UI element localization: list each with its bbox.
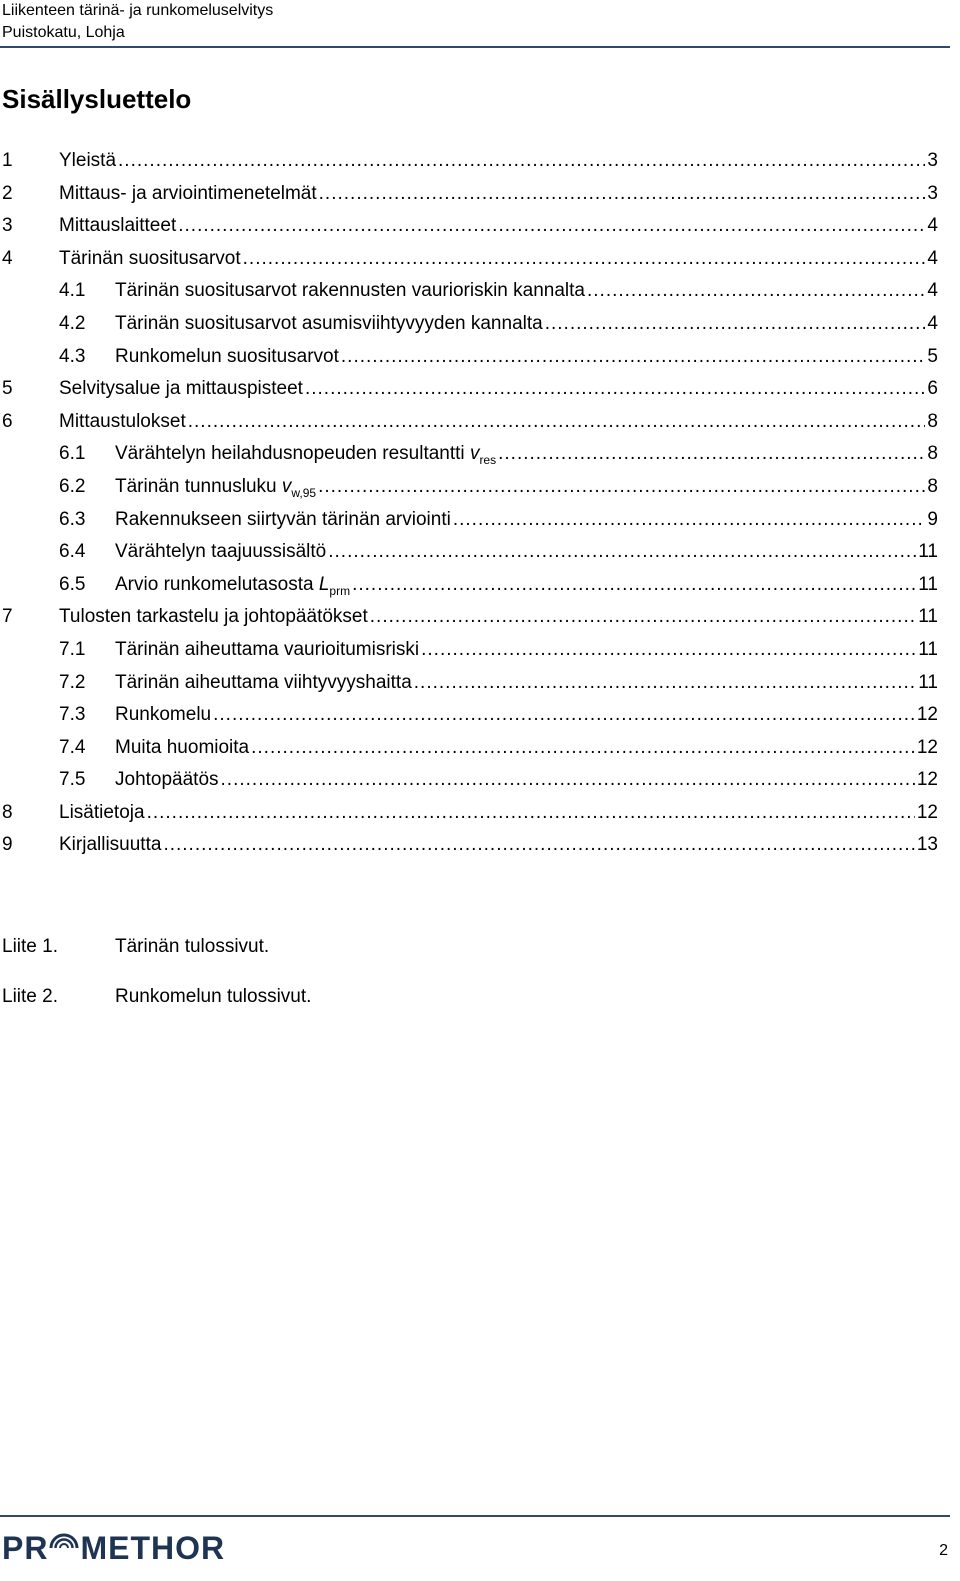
toc-entry-label-text: Kirjallisuutta — [59, 834, 162, 856]
toc-entry-page: 11 — [918, 671, 938, 693]
toc-entry-page: 8 — [927, 443, 938, 465]
toc-entry[interactable] — [2, 183, 938, 216]
toc-entry[interactable] — [2, 215, 938, 248]
toc-entry-subscript: w,95 — [291, 485, 317, 500]
toc-entry[interactable] — [2, 443, 938, 476]
toc-entry-label — [115, 639, 419, 661]
toc-entry[interactable] — [2, 606, 938, 639]
toc-entry[interactable] — [2, 378, 938, 411]
toc-entry-number: 6 — [2, 410, 13, 432]
toc-entry-number: 5 — [2, 378, 13, 400]
toc-dot-leader — [251, 737, 915, 759]
toc-entry-number: 6.1 — [59, 443, 86, 465]
toc-entry-label-text: Tärinän suositusarvot — [59, 247, 241, 269]
toc-entry-label — [115, 443, 496, 467]
toc-entry-page: 3 — [927, 182, 938, 204]
toc-entry-label-text: Mittaustulokset — [59, 410, 186, 432]
toc-entry-label-text: Tärinän suositusarvot asumisviihtyvyyden kannalta — [115, 312, 543, 334]
toc-entry[interactable] — [2, 411, 938, 444]
toc-entry-page: 13 — [916, 834, 938, 856]
toc-dot-leader — [421, 639, 916, 661]
toc-entry-subscript: res — [479, 453, 497, 468]
toc-entry[interactable] — [2, 313, 938, 346]
toc-entry-page: 5 — [927, 345, 938, 367]
toc-entry-label-text: Tärinän aiheuttama vaurioitumisriski — [115, 638, 420, 660]
toc-entry[interactable] — [2, 476, 938, 509]
toc-entry-label — [115, 704, 211, 726]
toc-dot-leader — [370, 606, 917, 628]
toc-dot-leader — [328, 541, 916, 563]
toc-dot-leader — [587, 280, 925, 302]
toc-entry-page: 8 — [927, 410, 938, 432]
toc-dot-leader — [341, 346, 926, 368]
toc-entry-number: 7.1 — [59, 638, 86, 660]
appendix-item-2[interactable] — [2, 986, 902, 1008]
toc-entry-label-text: Johtopäätös — [115, 769, 219, 791]
toc-dot-leader — [319, 183, 926, 205]
toc-entry[interactable] — [2, 541, 938, 574]
toc-dot-leader — [318, 476, 925, 498]
toc-dot-leader — [178, 215, 925, 237]
toc-entry-label-text: Tärinän tunnusluku — [115, 475, 282, 497]
toc-entry-number: 7.4 — [59, 736, 86, 758]
toc-entry-label — [59, 150, 116, 172]
footer-divider — [0, 1515, 950, 1517]
toc-entry-label — [115, 509, 451, 531]
toc-entry-page: 11 — [918, 638, 938, 660]
toc-entry-label — [115, 476, 316, 500]
toc-entry-page: 12 — [916, 736, 938, 758]
toc-entry-number: 2 — [2, 182, 13, 204]
toc-dot-leader — [498, 443, 925, 465]
toc-entry-label — [115, 541, 326, 563]
toc-dot-leader — [147, 802, 915, 824]
toc-entry-label — [115, 313, 543, 335]
toc-entry-label-text: Lisätietoja — [59, 801, 145, 823]
toc-entry[interactable] — [2, 737, 938, 770]
toc-entry-label — [59, 834, 161, 856]
toc-dot-leader — [163, 834, 914, 856]
toc-entry-page: 12 — [916, 801, 938, 823]
toc-entry-label — [59, 378, 303, 400]
toc-entry[interactable] — [2, 150, 938, 183]
toc-entry-label — [59, 411, 186, 433]
toc-entry[interactable] — [2, 672, 938, 705]
toc-dot-leader — [352, 574, 916, 596]
toc-entry-number: 6.4 — [59, 541, 86, 563]
header-divider — [0, 46, 950, 48]
toc-entry-label-text: Runkomelun suositusarvot — [115, 345, 339, 367]
toc-entry-label — [115, 280, 585, 302]
toc-dot-leader — [414, 672, 917, 694]
toc-title: Sisällysluettelo — [2, 84, 192, 114]
toc-entry-label-text: Mittaus- ja arviointimenetelmät — [59, 182, 317, 204]
toc-entry[interactable] — [2, 248, 938, 281]
toc-entry-number: 4.1 — [59, 280, 86, 302]
toc-entry-label-text: Mittauslaitteet — [59, 215, 177, 237]
toc-entry-number: 8 — [2, 801, 13, 823]
toc-entry-label — [59, 183, 317, 205]
toc-entry-label-text: Yleistä — [59, 150, 117, 171]
toc-entry-number: 9 — [2, 834, 13, 856]
toc-entry-page: 4 — [927, 312, 938, 334]
toc-entry-page: 3 — [927, 150, 938, 171]
toc-dot-leader — [545, 313, 926, 335]
toc-entry-page: 6 — [927, 378, 938, 400]
toc-entry-label — [59, 606, 368, 628]
toc-entry-label-text: Rakennukseen siirtyvän tärinän arviointi — [115, 508, 451, 530]
toc-entry[interactable] — [2, 704, 938, 737]
toc-entry-number: 4.3 — [59, 345, 86, 367]
toc-entry-label-text: Muita huomioita — [115, 736, 250, 758]
toc-entry[interactable] — [2, 639, 938, 672]
toc-entry-page: 9 — [927, 508, 938, 530]
toc-entry-number: 1 — [2, 150, 13, 171]
toc-entry-label — [115, 672, 412, 694]
toc-dot-leader — [453, 509, 926, 531]
toc-entry-number: 7.5 — [59, 769, 86, 791]
toc-entry-label — [59, 215, 176, 237]
toc-entry[interactable] — [2, 346, 938, 379]
toc-entry-label — [59, 802, 145, 824]
toc-entry-number: 7.3 — [59, 704, 86, 726]
toc-entry-page: 11 — [918, 606, 938, 628]
toc-entry[interactable] — [2, 769, 938, 802]
logo-text-left: PR — [2, 1529, 49, 1566]
toc-entry-label-text: Tärinän suositusarvot rakennusten vaurioriskin kannalta — [115, 280, 585, 302]
toc-dot-leader — [188, 411, 926, 433]
toc-entry-number: 7.2 — [59, 671, 86, 693]
toc-entry-label-text: Tärinän aiheuttama viihtyvyyshaitta — [115, 671, 412, 693]
toc-entry-number: 6.2 — [59, 475, 86, 497]
header-document-title: Liikenteen tärinä- ja runkomeluselvitys — [2, 2, 274, 19]
toc-dot-leader — [213, 704, 915, 726]
appendix-item-1[interactable] — [2, 936, 902, 958]
appendix-number: Liite 2. — [2, 986, 58, 1007]
toc-entry-label — [115, 574, 350, 598]
toc-entry-symbol: v — [281, 475, 292, 497]
toc-entry-label — [115, 769, 219, 791]
toc-entry-page: 12 — [916, 704, 938, 726]
toc-entry[interactable] — [2, 574, 938, 607]
toc-entry-page: 4 — [927, 215, 938, 237]
appendix-label: Runkomelun tulossivut. — [115, 986, 312, 1007]
toc-entry-page: 12 — [916, 769, 938, 791]
page-number: 2 — [939, 1542, 948, 1559]
toc-entry-number: 7 — [2, 606, 13, 628]
toc-entry-number: 3 — [2, 215, 13, 237]
toc-entry[interactable] — [2, 834, 938, 867]
toc-entry[interactable] — [2, 280, 938, 313]
toc-entry-number: 6.5 — [59, 573, 86, 595]
toc-entry[interactable] — [2, 509, 938, 542]
toc-entry-page: 4 — [927, 280, 938, 302]
toc-entry-page: 11 — [918, 573, 938, 595]
toc-entry[interactable] — [2, 802, 938, 835]
toc-entry-number: 6.3 — [59, 508, 86, 530]
logo-text-right: METHOR — [80, 1529, 226, 1566]
toc-entry-symbol: v — [469, 443, 480, 465]
table-of-contents — [2, 150, 938, 867]
toc-dot-leader — [118, 150, 925, 172]
toc-entry-page: 8 — [927, 475, 938, 497]
toc-dot-leader — [243, 248, 926, 270]
page-header — [2, 0, 950, 44]
toc-entry-page: 11 — [918, 541, 938, 563]
toc-entry-label-text: Tulosten tarkastelu ja johtopäätökset — [59, 606, 368, 628]
toc-dot-leader — [221, 769, 915, 791]
toc-entry-label-text: Arvio runkomelutasosta — [115, 573, 319, 595]
promethor-logo — [2, 1531, 225, 1565]
logo-o-icon — [49, 1533, 79, 1563]
toc-entry-page: 4 — [927, 247, 938, 269]
toc-entry-label-text: Värähtelyn heilahdusnopeuden resultantti — [115, 443, 470, 465]
toc-entry-number: 4.2 — [59, 312, 86, 334]
toc-entry-label — [115, 346, 339, 368]
toc-entry-symbol: L — [318, 573, 330, 595]
toc-entry-label — [115, 737, 249, 759]
toc-entry-subscript: prm — [329, 583, 351, 598]
toc-entry-label-text: Selvitysalue ja mittauspisteet — [59, 378, 303, 400]
toc-entry-label — [59, 248, 241, 270]
toc-entry-label-text: Värähtelyn taajuussisältö — [115, 541, 327, 563]
toc-dot-leader — [305, 378, 925, 400]
appendix-label: Tärinän tulossivut. — [115, 936, 270, 957]
toc-entry-label-text: Runkomelu — [115, 704, 212, 726]
toc-entry-number: 4 — [2, 247, 13, 269]
appendix-number: Liite 1. — [2, 936, 58, 957]
header-location: Puistokatu, Lohja — [2, 24, 125, 41]
